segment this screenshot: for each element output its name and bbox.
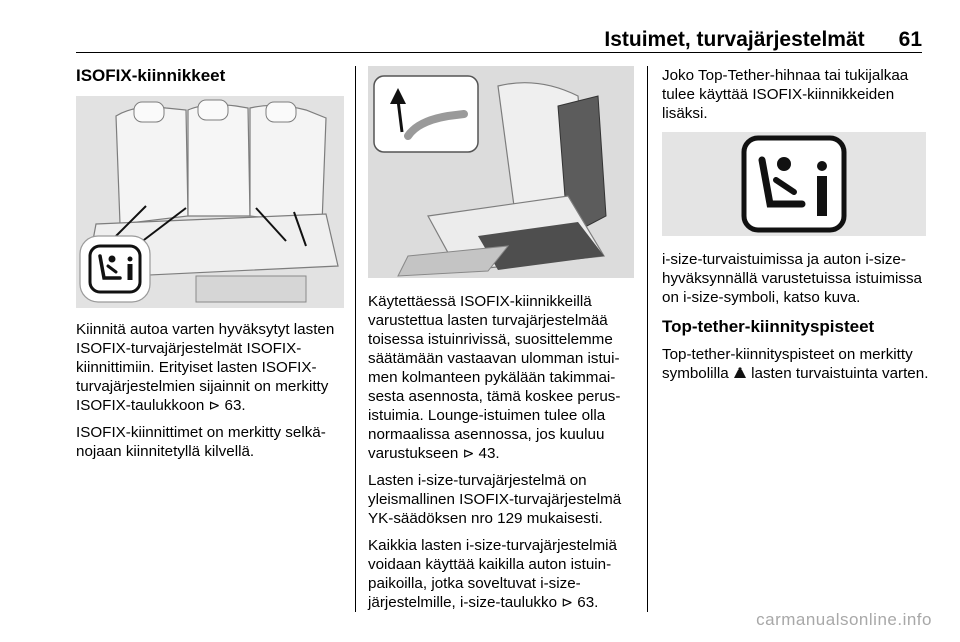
isize-usage-paragraph <box>368 536 638 612</box>
triangle-arrow-icon: ⊳ <box>462 445 475 461</box>
rear-seats-illustration <box>76 96 344 308</box>
tether-icon <box>733 365 747 382</box>
section-title: Istuimet, turvajärjestelmät <box>604 28 865 51</box>
seat-paragraph-1 <box>368 292 638 463</box>
column-divider-2 <box>647 66 648 612</box>
isofix-paragraph-1-text: Kiinnitä autoa varten hyväksytyt lasten ISOFIX-turvajärjestelmät ISOFIX-kiinnittimiin. Erityiset lasten ISOFIX-turvajärjestelmien sijainnit on merkitty ISOFIX-taulukkoon <box>76 321 335 414</box>
isize-table-reference[interactable]: 63. <box>577 594 599 611</box>
isize-paragraph: Lasten i-size-turvajärjestelmä on yleismallinen ISOFIX-turvajärjestelmä YK-säädöksen nro 129 mukaisesti. <box>368 472 622 527</box>
isize-symbol-drawing <box>662 132 926 236</box>
isofix-heading: ISOFIX-kiinnikkeet <box>76 66 226 85</box>
column-3-text <box>662 250 930 391</box>
isofix-paragraph-2: ISOFIX-kiinnittimet on merkitty selkänojaan kiinnitetyllä kilvellä. <box>76 424 326 460</box>
column-divider-1 <box>355 66 356 612</box>
isize-symbol-illustration <box>662 132 926 236</box>
watermark: carmanualsonline.info <box>756 610 932 629</box>
rear-seats-drawing <box>76 96 344 308</box>
column-1-text <box>76 320 344 469</box>
isize-usage-text: Kaikkia lasten i-size-turvajärjestelmiä voidaan käyttää kaikilla auton istuinpaikoilla, jotka soveltuvat i-size-järjestelmille, i-size-taulukko <box>368 537 617 611</box>
column-2-text <box>368 292 638 620</box>
top-tether-text-b: lasten turvaistuinta varten. <box>746 365 929 382</box>
column-3-text-top <box>662 66 930 131</box>
header-rule <box>76 52 922 53</box>
triangle-arrow-icon: ⊳ <box>208 397 221 413</box>
isize-symbol-paragraph: i-size-turvaistuimissa ja auton i-size-hyväksynnällä varustetuissa istuimissa on i-size-symboli, katso kuva. <box>662 251 922 306</box>
seat-adjustment-drawing <box>368 66 634 278</box>
top-tether-paragraph <box>662 345 930 383</box>
seat-paragraph-1-text: Käytettäessä ISOFIX-kiinnikkeillä varustettua lasten turvajärjestelmää toisessa istuinrivissä, suosittelemme säätämään vastaavan ulomman istuimen kolmanteen pykälään takimmaisesta asennosta, tämä koskee perusistuimia. Lounge-istuimen tulee olla normaalissa asennossa, jos kuuluu varustukseen <box>368 293 621 462</box>
isofix-table-reference[interactable]: 63. <box>224 397 246 414</box>
page-number: 61 <box>898 28 922 51</box>
seat-reference[interactable]: 43. <box>478 445 500 462</box>
column-1 <box>76 66 344 86</box>
top-tether-heading: Top-tether-kiinnityspisteet <box>662 317 875 336</box>
top-tether-text-a: Top-tether-kiinnityspisteet on merkitty symbolilla <box>662 346 913 382</box>
triangle-arrow-icon: ⊳ <box>561 594 574 610</box>
seat-adjustment-illustration <box>368 66 634 278</box>
tether-note-paragraph: Joko Top-Tether-hihnaa tai tukijalkaa tulee käyttää ISOFIX-kiinnikkeiden lisäksi. <box>662 67 909 122</box>
page-header <box>604 28 922 52</box>
isofix-paragraph-1 <box>76 320 344 415</box>
